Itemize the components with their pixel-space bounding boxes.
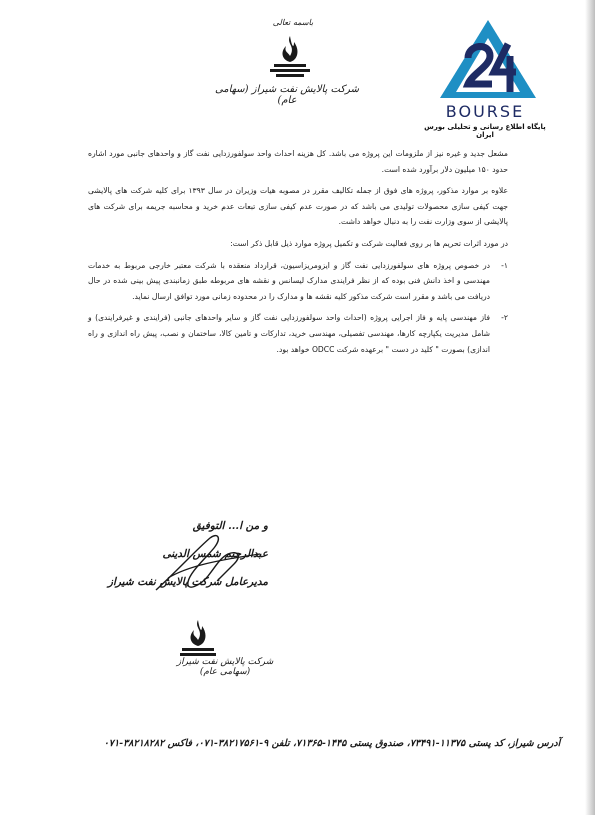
footer-address: آدرس شیراز، کد پستی ۱۱۳۷۵-۷۳۴۹۱، صندوق پستی ۱۴۴۵-۷۱۳۶۵، تلفن ۹-۳۸۲۱۷۵۶۱-۰۷۱، فاکس ۳۸۲۱۸۲۸۲-۰۷۱: [103, 738, 561, 749]
body-paragraph: مشعل جدید و غیره نیز از ملزومات این پروژه می باشد. کل هزینه احداث واحد سولفورزدایی نفت گاز و واحدهای جانبی مورد اشاره حدود ۱۵۰ میلیون دلار برآورد شده است.: [88, 149, 508, 174]
list-item-number: ۱-: [501, 260, 508, 270]
handwritten-signature: [148, 520, 268, 610]
signatory-title: مدیرعامل شرکت پالایش نفت شیراز: [107, 576, 268, 588]
company-name: شرکت پالایش نفت شیراز (سهامی عام): [214, 84, 360, 106]
besmeh-text: باسمه تعالی: [272, 18, 314, 27]
list-item: [88, 258, 508, 305]
bourse-tagline: پایگاه اطلاع رسانی و تحلیلی بورس ایران: [424, 123, 546, 139]
bourse-logo: [420, 18, 550, 139]
list-item-text: فاز مهندسی پایه و فاز اجرایی پروژه (احداث واحد سولفورزدایی نفت گاز و سایر واحدهای جانبی (فرایندی و غیرفرایندی) و شامل مدیریت یکپارچه کارها، مهندسی تفصیلی، مهندسی خرید، تدارکات و تامین کالا، ساختمان و نصب، پیش راه اندازی و راه اندازی) بصورت " کلید در دست " برعهده شرکت ODCC خواهد بود.: [88, 313, 490, 354]
letter-body: [88, 146, 508, 363]
body-paragraph: علاوه بر موارد مذکور، پروژه های فوق از جمله تکالیف مقرر در مصوبه هیات وزیران در سال ۱۳۹۳ برای کلیه شرکت های پالایشی جهت کیفی سازی محصولات تولیدی می باشد که در صورت عدم کیفی سازی تبعات عدم خرید و محاسبه جریمه برای شرکت های پالایشی از سوی وزارت نفت را به دنبال خواهد داشت.: [88, 186, 508, 227]
signatory-name: عبدالرحیم شمس الدینی: [162, 548, 268, 560]
bourse-wordmark: BOURSE: [445, 102, 525, 121]
body-paragraph: در مورد اثرات تحریم ها بر روی فعالیت شرکت و تکمیل پروژه موارد ذیل قابل ذکر است:: [230, 238, 508, 248]
list-item-number: ۲-: [501, 313, 508, 323]
closing-phrase: و من ا... التوفیق: [192, 520, 268, 532]
company-stamp-icon: [176, 618, 220, 660]
refinery-flame-logo-icon: [268, 34, 312, 80]
list-item: [88, 310, 508, 357]
stamp-company-name: شرکت پالایش نفت شیراز (سهامی عام): [176, 657, 274, 677]
scan-edge-shadow: [585, 0, 595, 815]
list-item-text: در خصوص پروژه های سولفورزدایی نفت گاز و ایزومریزاسیون، قرارداد منعقده با شرکت معتبر خارجی مربوط به خدمات مهندسی و اخذ دانش فنی بوده که از نظر فرایندی مدارک لیسانس و نقشه های مربوطه طبق زمانبندی پیش بینی شده در حال دریافت می باشد و مقرر است شرکت مذکور کلیه نقشه ها و مدارک را در محدوده زمانی مورد توافق ارسال نماید.: [88, 260, 490, 301]
bourse-triangle-icon: [438, 18, 538, 100]
